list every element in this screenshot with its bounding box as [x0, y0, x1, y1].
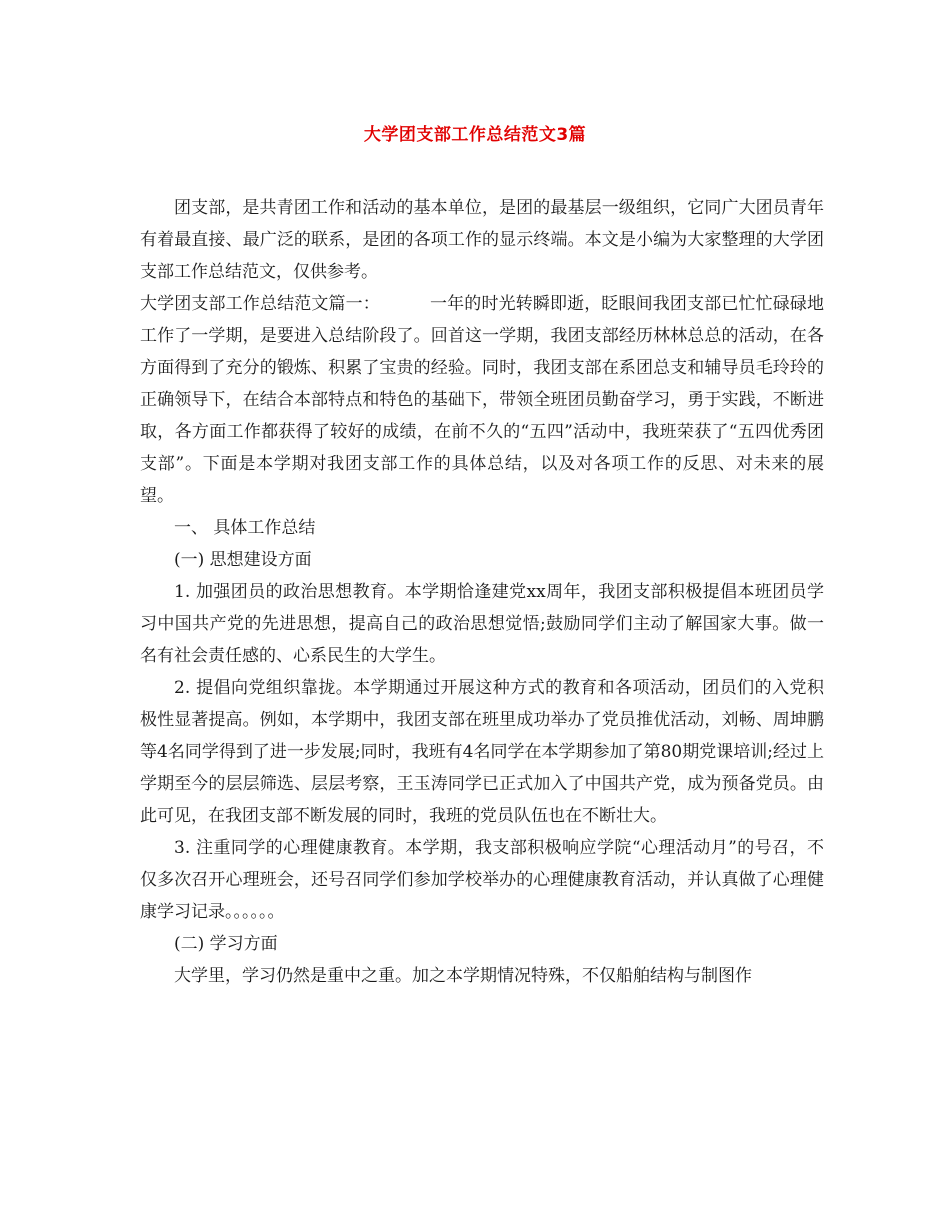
list-item: 2. 提倡向党组织靠拢。本学期通过开展这种方式的教育和各项活动，团员们的入党积极性显著提高。例如，本学期中，我团支部在班里成功举办了党员推优活动，刘畅、周坤鹏等4名同学得到了进一步发展;同时，我班有4名同学在本学期参加了第80期党课培训;经过上学期至今的层层筛选、层层考察，王玉涛同学已正式加入了中国共产党，成为预备党员。由此可见，在我团支部不断发展的同时，我班的党员队伍也在不断壮大。: [140, 678, 824, 826]
document-body: [140, 192, 824, 992]
subsection-heading: (一) 思想建设方面: [174, 550, 312, 570]
section-heading: 一、 具体工作总结: [174, 518, 316, 538]
subsection-heading: (二) 学习方面: [174, 934, 278, 954]
article1-heading: 大学团支部工作总结范文篇一：: [140, 294, 380, 314]
study-paragraph: 大学里，学习仍然是重中之重。加之本学期情况特殊，不仅船舶结构与制图作: [174, 966, 752, 986]
article1-opening: 一年的时光转瞬即逝，眨眼间我团支部已忙忙碌碌地工作了一学期，是要进入总结阶段了。回首这一学期，我团支部经历林林总总的活动，在各方面得到了充分的锻炼、积累了宝贵的经验。同时，我团支部在系团总支和辅导员毛玲玲的正确领导下，在结合本部特点和特色的基础下，带领全班团员勤奋学习，勇于实践，不断进取，各方面工作都获得了较好的成绩，在前不久的“五四”活动中，我班荣获了“五四优秀团支部”。下面是本学期对我团支部工作的具体总结，以及对各项工作的反思、对未来的展望。: [140, 294, 825, 506]
list-item: 3. 注重同学的心理健康教育。本学期，我支部积极响应学院“心理活动月”的号召，不仅多次召开心理班会，还号召同学们参加学校举办的心理健康教育活动，并认真做了心理健康学习记录。。。。。。: [140, 838, 824, 922]
intro-paragraph: 团支部，是共青团工作和活动的基本单位，是团的最基层一级组织，它同广大团员青年有着最直接、最广泛的联系，是团的各项工作的显示终端。本文是小编为大家整理的大学团支部工作总结范文，仅供参考。: [140, 198, 824, 282]
document-title: 大学团支部工作总结范文3篇: [363, 125, 587, 145]
list-item: 1. 加强团员的政治思想教育。本学期恰逢建党xx周年，我团支部积极提倡本班团员学习中国共产党的先进思想，提高自己的政治思想觉悟;鼓励同学们主动了解国家大事。做一名有社会责任感的、心系民生的大学生。: [140, 582, 824, 666]
article1-paragraph: [140, 288, 824, 512]
